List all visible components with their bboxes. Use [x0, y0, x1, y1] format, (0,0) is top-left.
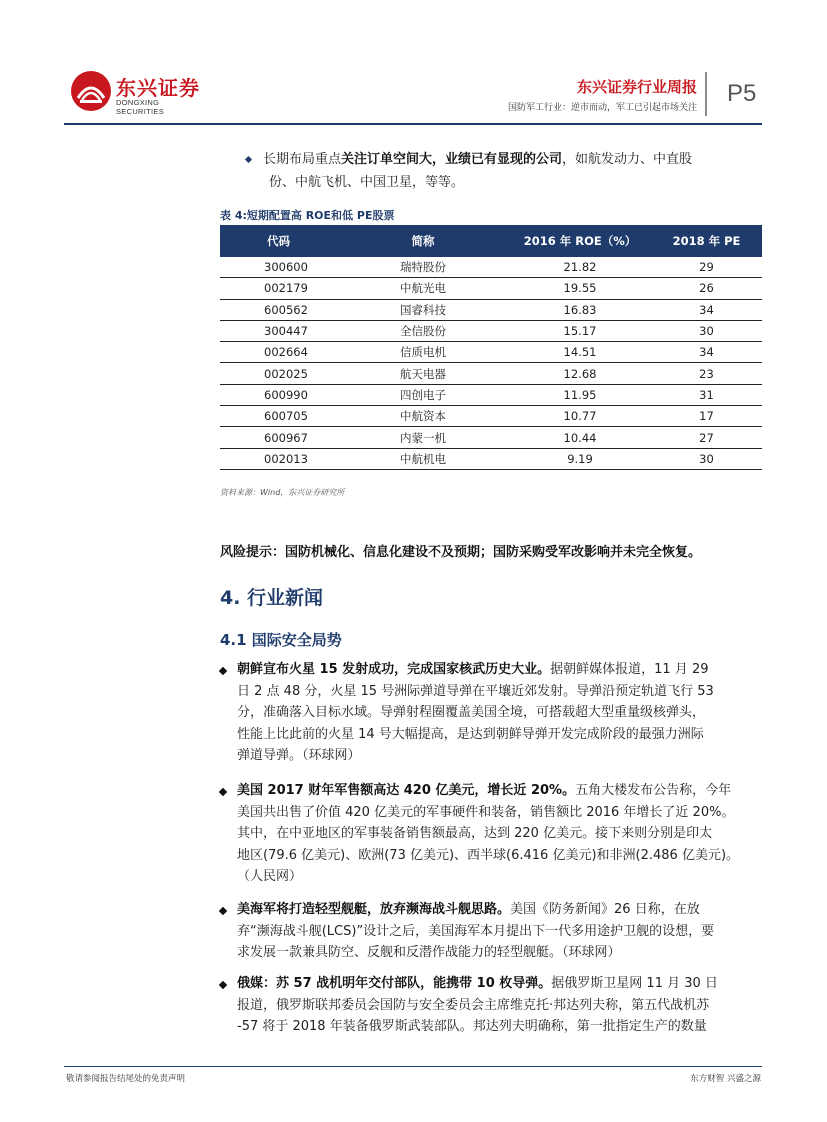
table-cell-pe: 34 [651, 342, 762, 363]
bullet-diamond-icon [219, 981, 227, 989]
table-row [220, 406, 762, 427]
intro-bold-text: 关注订单空间大，业绩已有显现的公司 [341, 152, 563, 167]
table-cell-name: 中航资本 [337, 406, 509, 427]
table-cell-code: 600967 [220, 427, 337, 448]
table-row [220, 342, 762, 363]
col-header-pe: 2018 年 PE [651, 225, 762, 257]
logo-text-en: DONGXING SECURITIES [116, 98, 165, 116]
table-cell-pe: 27 [651, 427, 762, 448]
footer-disclaimer: 敬请参阅报告结尾处的免责声明 [66, 1074, 186, 1084]
table-cell-roe: 10.77 [509, 406, 651, 427]
subsection-title: 4.1 国际安全局势 [220, 631, 342, 649]
table-cell-pe: 23 [651, 363, 762, 384]
table-row [220, 278, 762, 299]
section-title: 4. 行业新闻 [220, 587, 324, 609]
table-cell-roe: 9.19 [509, 448, 651, 469]
table-cell-roe: 16.83 [509, 299, 651, 320]
logo-emblem-icon [70, 70, 112, 112]
logo-text-cn: 东兴证券 [116, 76, 200, 100]
table-cell-roe: 12.68 [509, 363, 651, 384]
table-cell-name: 国睿科技 [337, 299, 509, 320]
table-cell-pe: 26 [651, 278, 762, 299]
report-title: 东兴证券行业周报 [576, 78, 697, 96]
table-cell-pe: 29 [651, 257, 762, 278]
company-logo [70, 70, 200, 116]
table-cell-name: 瑞特股份 [337, 257, 509, 278]
table-cell-pe: 30 [651, 320, 762, 341]
table-cell-roe: 19.55 [509, 278, 651, 299]
table-cell-code: 600562 [220, 299, 337, 320]
table-cell-code: 002179 [220, 278, 337, 299]
table-header-row [220, 225, 762, 257]
table-cell-name: 内蒙一机 [337, 427, 509, 448]
table-row [220, 299, 762, 320]
table-cell-code: 300447 [220, 320, 337, 341]
bullet-diamond-icon [219, 788, 227, 796]
table-row [220, 320, 762, 341]
news-item: 朝鲜宣布火星 15 发射成功，完成国家核武历史大业。据朝鲜媒体报道，11 月 29 日 2 点 48 分，火星 15 号洲际弹道导弹在平壤近郊发射。导弹沿预定轨道飞行 53 分，准确落入目标水域。导弹射程圈覆盖美国全境，可搭载超大型重量级核弹头， 性能上比此前的火星 14 号大幅提高，是达到朝鲜导弹开发完成阶段的最强力洲际 弹道导弹。（环球网） [220, 659, 766, 767]
table-cell-pe: 34 [651, 299, 762, 320]
bullet-diamond-icon [219, 667, 227, 675]
bullet-marker-icon [245, 156, 252, 163]
header-divider [705, 72, 707, 116]
table-cell-pe: 17 [651, 406, 762, 427]
table-cell-roe: 14.51 [509, 342, 651, 363]
table-row [220, 427, 762, 448]
table-source: 资料来源：Wind，东兴证券研究所 [220, 488, 345, 497]
table-cell-code: 300600 [220, 257, 337, 278]
table-row [220, 448, 762, 469]
table-cell-name: 中航光电 [337, 278, 509, 299]
page-number: P5 [727, 80, 757, 107]
table-cell-code: 600990 [220, 384, 337, 405]
stock-table [220, 225, 762, 470]
table-caption: 表 4:短期配置高 ROE和低 PE股票 [220, 209, 395, 222]
table-cell-code: 002664 [220, 342, 337, 363]
col-header-name: 简称 [337, 225, 509, 257]
col-header-roe: 2016 年 ROE（%） [509, 225, 651, 257]
table-cell-roe: 10.44 [509, 427, 651, 448]
risk-warning: 风险提示：国防机械化、信息化建设不及预期；国防采购受军改影响并未完全恢复。 [220, 545, 702, 560]
table-cell-roe: 21.82 [509, 257, 651, 278]
news-item: 俄媒：苏 57 战机明年交付部队，能携带 10 枚导弹。据俄罗斯卫星网 11 月 30 日 报道，俄罗斯联邦委员会国防与安全委员会主席维克托·邦达列夫称，第五代战机苏 -57 将于 2018 年装备俄罗斯武装部队。邦达列夫明确称，第一批指定生产的数量 [220, 973, 766, 1038]
table-row [220, 384, 762, 405]
table-cell-name: 四创电子 [337, 384, 509, 405]
news-item: 美海军将打造轻型舰艇，放弃濒海战斗舰思路。美国《防务新闻》26 日称，在放 弃“濒海战斗舰(LCS)”设计之后，美国海军本月提出下一代多用途护卫舰的设想，要 求发展一款兼具防空、反舰和反潜作战能力的轻型舰艇。（环球网） [220, 899, 766, 964]
table-cell-name: 信质电机 [337, 342, 509, 363]
table-cell-code: 002013 [220, 448, 337, 469]
table-cell-code: 600705 [220, 406, 337, 427]
header-rule [64, 123, 762, 125]
table-row [220, 363, 762, 384]
intro-bullet: 长期布局重点关注订单空间大，业绩已有显现的公司，如航发动力、中直股 份、中航飞机、中国卫星，等等。 [246, 148, 762, 194]
table-cell-name: 中航机电 [337, 448, 509, 469]
table-cell-pe: 30 [651, 448, 762, 469]
col-header-code: 代码 [220, 225, 337, 257]
table-cell-code: 002025 [220, 363, 337, 384]
table-cell-name: 航天电器 [337, 363, 509, 384]
bullet-diamond-icon [219, 907, 227, 915]
footer-slogan: 东方财智 兴盛之源 [690, 1074, 761, 1084]
table-cell-roe: 11.95 [509, 384, 651, 405]
intro-bullet-line2: 份、中航飞机、中国卫星，等等。 [269, 175, 465, 190]
footer-rule [64, 1066, 762, 1067]
table-row [220, 257, 762, 278]
table-cell-pe: 31 [651, 384, 762, 405]
news-item: 美国 2017 财年军售额高达 420 亿美元，增长近 20%。五角大楼发布公告称，今年 美国共出售了价值 420 亿美元的军事硬件和装备，销售额比 2016 年增长了近 20%。 其中，在中亚地区的军事装备销售额最高，达到 220 亿美元。接下来则分别是印太 地区(79.6 亿美元)、欧洲(73 亿美元)、西半球(6.416 亿美元)和非洲(2.486 亿美元)。 （人民网） [220, 780, 766, 888]
table-cell-roe: 15.17 [509, 320, 651, 341]
table-cell-name: 全信股份 [337, 320, 509, 341]
report-subtitle: 国防军工行业：逆市而动，军工已引起市场关注 [507, 103, 697, 113]
